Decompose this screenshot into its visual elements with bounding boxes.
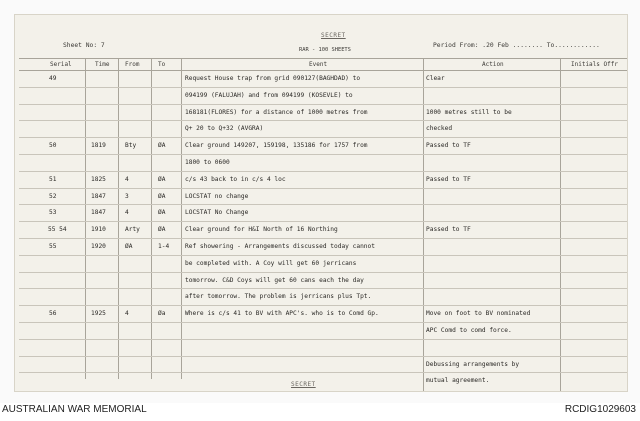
row-serial: 55 54: [48, 226, 67, 233]
ruled-line: [19, 356, 627, 357]
row-from: 3: [125, 193, 129, 200]
row-to: ØA: [158, 226, 166, 233]
row-serial: 53: [49, 209, 57, 216]
ruled-line: [19, 70, 627, 71]
ruled-line: [19, 288, 627, 289]
column-divider: [423, 59, 424, 391]
col-header-initials: Initials Offr: [571, 61, 618, 68]
ruled-line: [19, 104, 627, 105]
archive-credit: AUSTRALIAN WAR MEMORIAL: [2, 404, 147, 415]
row-action-line: Move on foot to BV nominated: [426, 310, 531, 317]
ruled-line: [19, 255, 627, 256]
col-header-to: To: [158, 61, 166, 68]
row-action-line: 1000 metres still to be: [426, 109, 512, 116]
row-time: 1910: [91, 226, 106, 233]
row-event-line: Q+ 20 to Q+32 (AVGRA): [185, 125, 264, 132]
column-divider: [560, 59, 561, 391]
form-code: RAR - 100 SHEETS: [299, 47, 351, 53]
row-event-line: Clear ground for H&I North of 16 Northing: [185, 226, 338, 233]
column-divider: [151, 59, 152, 379]
row-serial: 49: [49, 75, 57, 82]
ruled-line: [19, 238, 627, 239]
ruled-line: [19, 372, 627, 373]
period-label: Period From: .20 Feb ........ To............: [433, 42, 600, 49]
row-serial: 52: [49, 193, 57, 200]
ruled-line: [19, 188, 627, 189]
row-from: ØA: [125, 243, 133, 250]
row-to: 1-4: [158, 243, 170, 250]
row-serial: 50: [49, 142, 57, 149]
row-serial: 55: [49, 243, 57, 250]
row-event-line: 1800 to 0600: [185, 159, 230, 166]
col-header-action: Action: [482, 61, 504, 68]
row-from: 4: [125, 310, 129, 317]
row-action-line: Passed to TF: [426, 142, 471, 149]
log-sheet: [14, 14, 628, 392]
row-from: Arty: [125, 226, 140, 233]
row-event-line: Request House trap from grid 090127(BAGHDAD) to: [185, 75, 361, 82]
col-header-from: From: [125, 61, 140, 68]
col-header-time: Time: [95, 61, 110, 68]
row-event-line: c/s 43 back to in c/s 4 loc: [185, 176, 286, 183]
row-serial: 56: [49, 310, 57, 317]
row-event-line: after tomorrow. The problem is jerricans plus Tpt.: [185, 293, 372, 300]
row-event-line: 168181(FLORES) for a distance of 1000 metres from: [185, 109, 368, 116]
record-id: RCDIG1029603: [564, 404, 636, 415]
ruled-line: [19, 272, 627, 273]
col-header-event: Event: [309, 61, 328, 68]
col-header-serial: Serial: [50, 61, 72, 68]
ruled-line: [19, 120, 627, 121]
ruled-line: [19, 204, 627, 205]
ruled-line: [19, 137, 627, 138]
row-action-line: APC Comd to comd force.: [426, 327, 512, 334]
row-event-line: LOCSTAT no change: [185, 193, 249, 200]
row-event-line: Ref showering - Arrangements discussed today cannot: [185, 243, 375, 250]
ruled-line: [19, 58, 627, 59]
row-event-line: be completed with. A Coy will get 60 jerricans: [185, 260, 357, 267]
row-time: 1847: [91, 209, 106, 216]
row-action-line: mutual agreement.: [426, 377, 490, 384]
security-stamp-bottom: SECRET: [291, 381, 316, 388]
row-to: ØA: [158, 176, 166, 183]
column-divider: [85, 59, 86, 379]
row-action-line: Passed to TF: [426, 176, 471, 183]
row-time: 1925: [91, 310, 106, 317]
ruled-line: [19, 322, 627, 323]
row-event-line: Where is c/s 41 to BV with APC's. who is to Comd Gp.: [185, 310, 379, 317]
sheet-number: Sheet No: 7: [63, 42, 105, 49]
row-event-line: LOCSTAT No Change: [185, 209, 249, 216]
ruled-line: [19, 305, 627, 306]
row-event-line: 094199 (FALUJAH) and from 094199 (KOSEVLE) to: [185, 92, 353, 99]
row-to: ØA: [158, 142, 166, 149]
row-action-line: Passed to TF: [426, 226, 471, 233]
row-event-line: Clear ground 149207, 159198, 135186 for 1757 from: [185, 142, 368, 149]
row-to: ØA: [158, 193, 166, 200]
security-stamp-top: SECRET: [321, 32, 346, 39]
row-action-line: checked: [426, 125, 453, 132]
ruled-line: [19, 221, 627, 222]
row-time: 1920: [91, 243, 106, 250]
row-time: 1819: [91, 142, 106, 149]
row-time: 1825: [91, 176, 106, 183]
row-action-line: Clear: [426, 75, 445, 82]
row-from: Bty: [125, 142, 137, 149]
row-action-line: Debussing arrangements by: [426, 361, 520, 368]
row-event-line: tomorrow. C&D Coys will get 60 cans each the day: [185, 277, 364, 284]
ruled-line: [19, 87, 627, 88]
column-divider: [181, 59, 182, 379]
row-from: 4: [125, 209, 129, 216]
row-from: 4: [125, 176, 129, 183]
row-time: 1847: [91, 193, 106, 200]
column-divider: [118, 59, 119, 379]
row-to: Øa: [158, 310, 166, 317]
ruled-line: [19, 339, 627, 340]
ruled-line: [19, 154, 627, 155]
ruled-line: [19, 171, 627, 172]
row-serial: 51: [49, 176, 57, 183]
row-to: ØA: [158, 209, 166, 216]
